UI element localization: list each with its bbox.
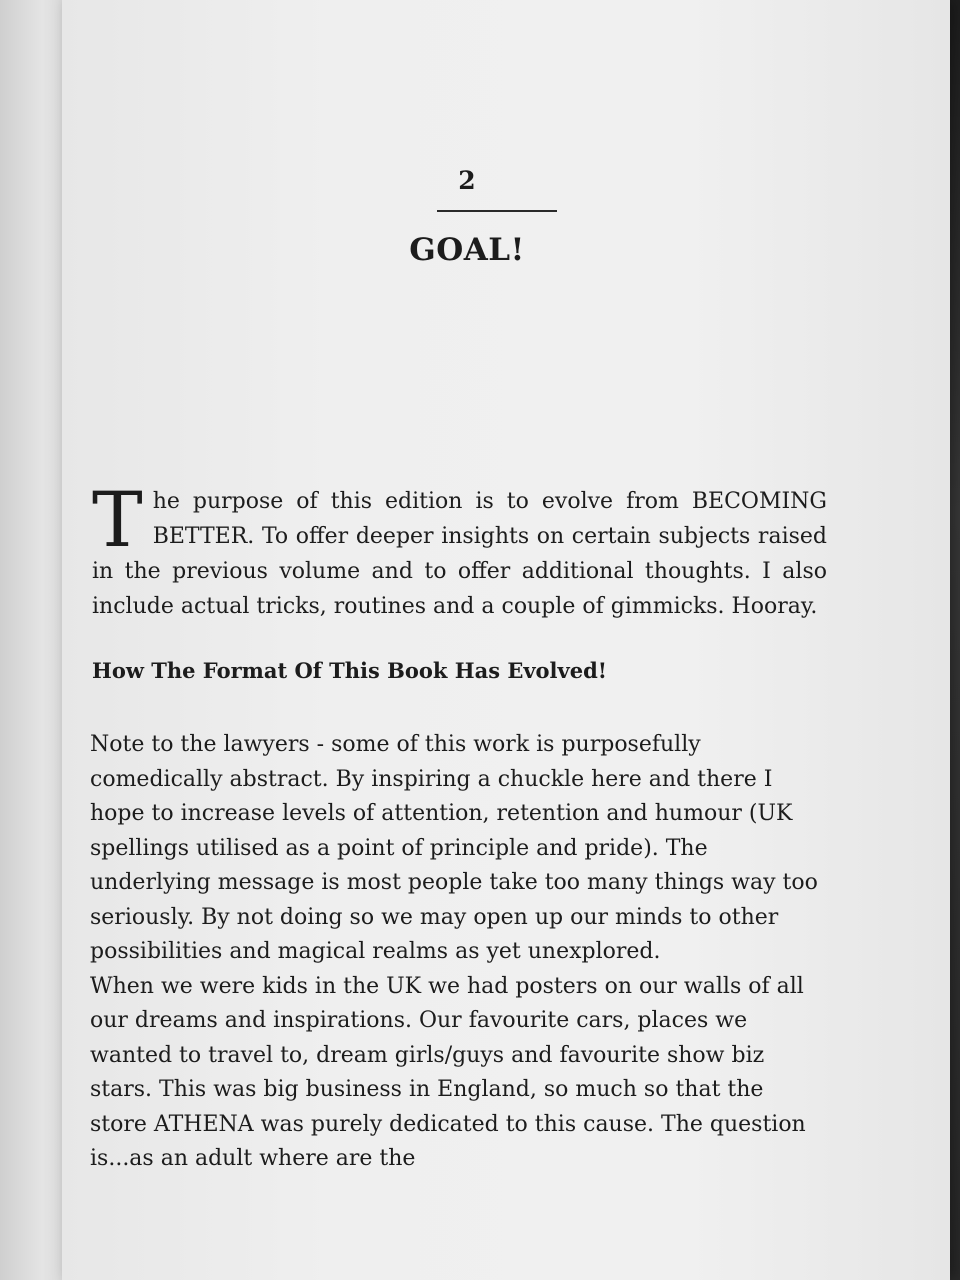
chapter-title: GOAL! (409, 232, 525, 268)
chapter-number: 2 (458, 166, 476, 195)
drop-cap: T (92, 475, 143, 564)
chapter-divider (437, 210, 557, 212)
body-paragraph: When we were kids in the UK we had posters on our walls of all our dreams and inspirations. Our favourite cars, places we wanted to travel to, dream girls/guys and favourite show biz stars. This was big business in England, so much so that the store ATHENA was purely dedicated to this cause. The question is...as an adult where are the (90, 973, 806, 1171)
book-page (62, 0, 950, 1280)
intro-text: he purpose of this edition is to evolve from BECOMING BETTER. To offer deeper insights on certain subjects raised in the previous volume and to offer additional thoughts. I also include actual tricks, routines and a couple of gimmicks. Hooray. (92, 489, 827, 619)
body-text (90, 728, 818, 1177)
section-heading: How The Format Of This Book Has Evolved! (92, 658, 607, 683)
background-surface-left (0, 0, 70, 1280)
body-paragraph: Note to the lawyers - some of this work is purposefully comedically abstract. By inspiring a chuckle here and there I hope to increase levels of attention, retention and humour (UK spellings utilised as a point of principle and pride). The underlying message is most people take too many things way too seriously. By not doing so we may open up our minds to other possibilities and magical realms as yet unexplored. (90, 732, 818, 964)
intro-paragraph (92, 475, 827, 624)
